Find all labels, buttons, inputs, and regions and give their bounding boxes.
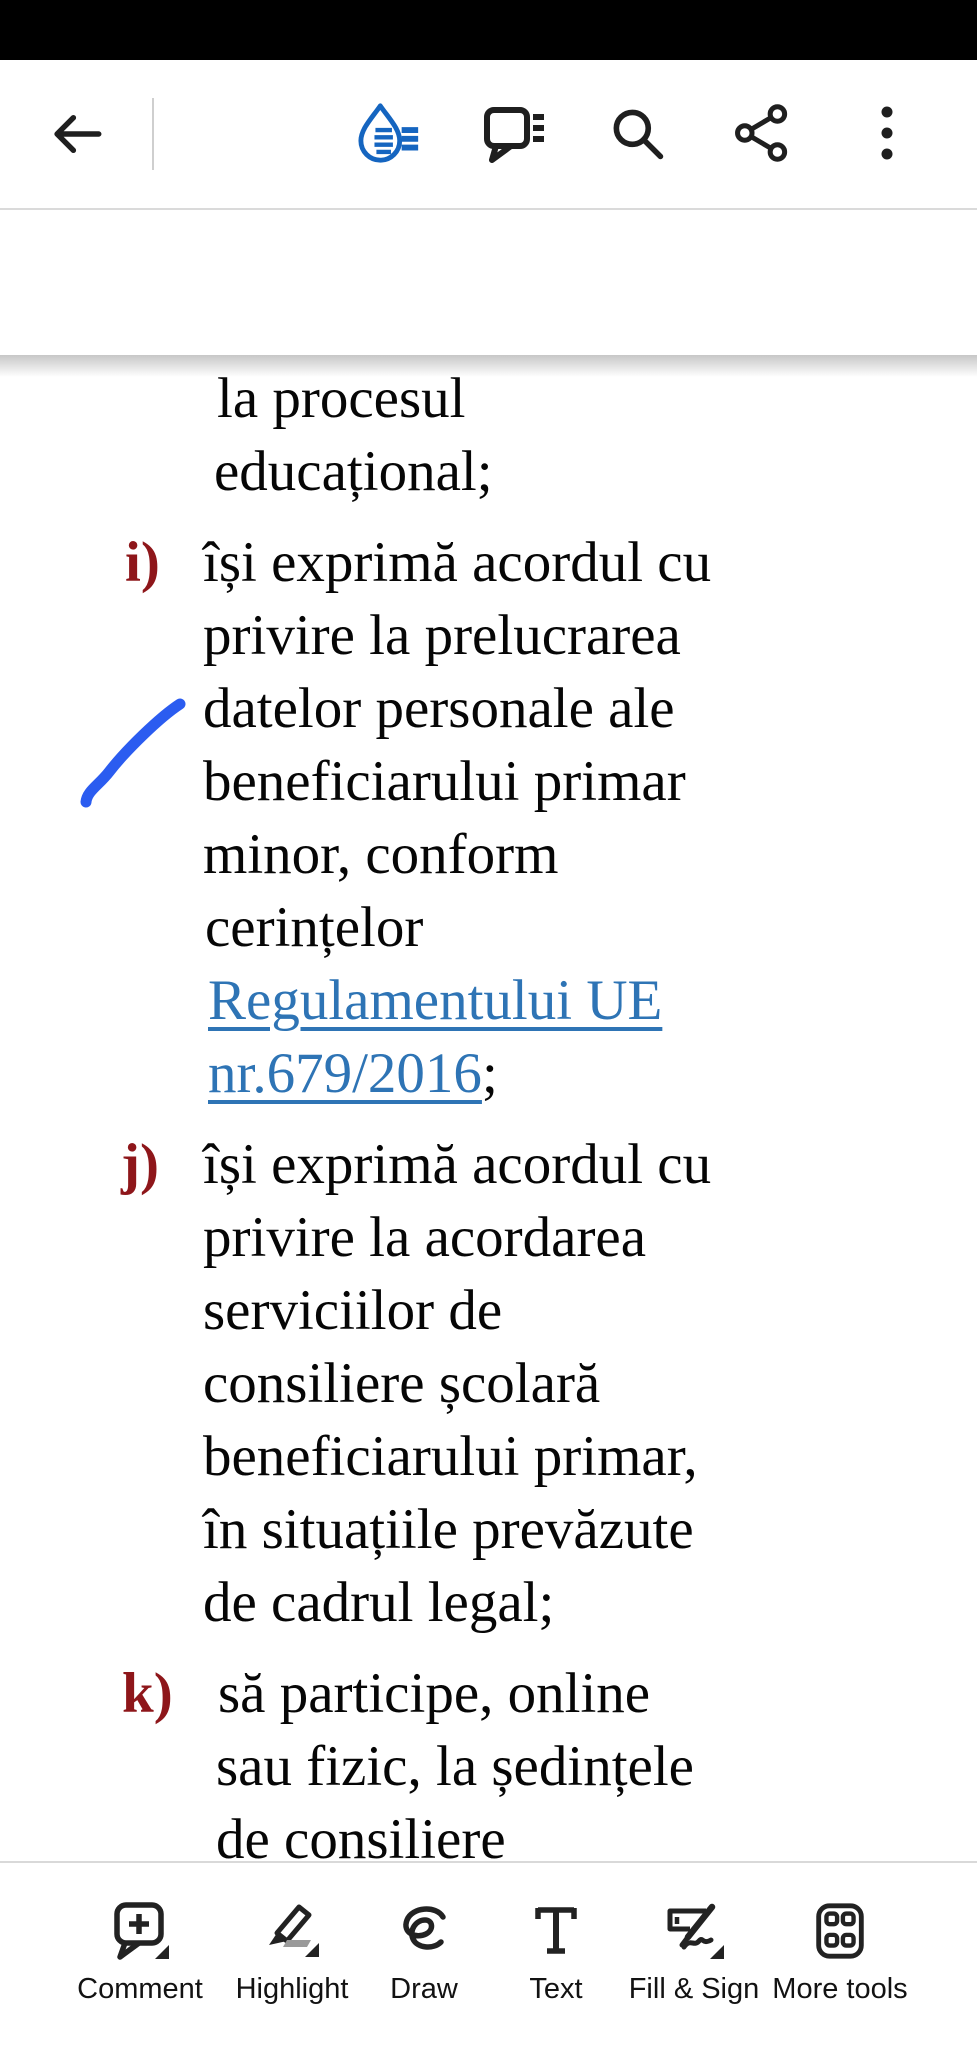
document-page[interactable] [0,355,977,1861]
doc-line: minor, conform [203,823,559,886]
ink-annotation-stroke[interactable] [74,692,194,817]
fill-and-sign-icon [660,1899,728,1963]
doc-line: nr.679/2016; [208,1042,498,1105]
tool-label: Highlight [235,1973,349,2005]
bottom-toolbar [0,1861,977,2048]
list-label-i: i) [125,531,160,594]
doc-line: privire la acordarea [203,1206,647,1269]
doc-line [208,964,662,1037]
doc-line: la procesul [217,367,466,430]
comment-icon [481,104,547,164]
highlighter-icon [259,1899,325,1963]
fill-and-sign-tool[interactable] [614,1899,774,2006]
tool-label: Comment [77,1973,203,2005]
hyperlink-regulament[interactable]: nr.679/2016 [208,1042,482,1105]
status-bar [0,0,977,60]
comments-button[interactable] [481,104,547,169]
top-toolbar [0,60,977,210]
doc-line: consiliere școlară [203,1352,601,1415]
text-tool[interactable] [476,1899,636,2006]
doc-line: în situațiile prevăzute [203,1498,694,1561]
doc-line: sau fizic, la ședințele [216,1735,694,1798]
list-label-j: j) [121,1133,159,1196]
tool-label: Text [529,1973,583,2005]
doc-line: cerințelor [205,896,424,959]
doc-line: beneficiarului primar, [203,1425,698,1488]
back-button[interactable] [48,105,106,168]
toolbar-divider [152,98,154,170]
doc-line: privire la prelucrarea [203,604,681,667]
tools-grid-icon [809,1899,871,1963]
list-label-k: k) [122,1662,173,1725]
search-icon [607,103,667,163]
doc-line: i) își exprimă acordul cu [203,526,711,599]
hyperlink-regulament[interactable]: Regulamentului UE [208,969,663,1032]
tool-label: Draw [390,1973,458,2005]
search-button[interactable] [607,103,667,168]
doc-line: j) își exprimă acordul cu [203,1128,711,1201]
draw-squiggle-icon [392,1899,456,1963]
page-top-shadow [0,355,977,377]
tool-label: Fill & Sign [628,1973,760,2005]
overflow-menu-button[interactable] [879,104,895,167]
liquid-mode-icon [351,100,429,166]
share-button[interactable] [733,102,791,169]
share-icon [733,102,791,164]
doc-line: educațional; [214,440,493,503]
comment-tool[interactable] [60,1899,220,2006]
comment-plus-icon [107,1899,173,1963]
doc-line: de consiliere [216,1808,506,1861]
doc-line: de cadrul legal; [203,1571,555,1634]
document-header[interactable] [0,210,977,355]
more-tools-button[interactable] [760,1899,920,2006]
back-arrow-icon [48,105,106,163]
text-t-icon [524,1899,588,1963]
doc-line: k) să participe, online [218,1657,650,1730]
doc-line: serviciilor de [203,1279,503,1342]
doc-line: beneficiarului primar [203,750,686,813]
overflow-menu-icon [879,104,895,162]
tool-label: More tools [772,1973,908,2005]
liquid-mode-button[interactable] [351,100,429,171]
doc-line: datelor personale ale [203,677,675,740]
